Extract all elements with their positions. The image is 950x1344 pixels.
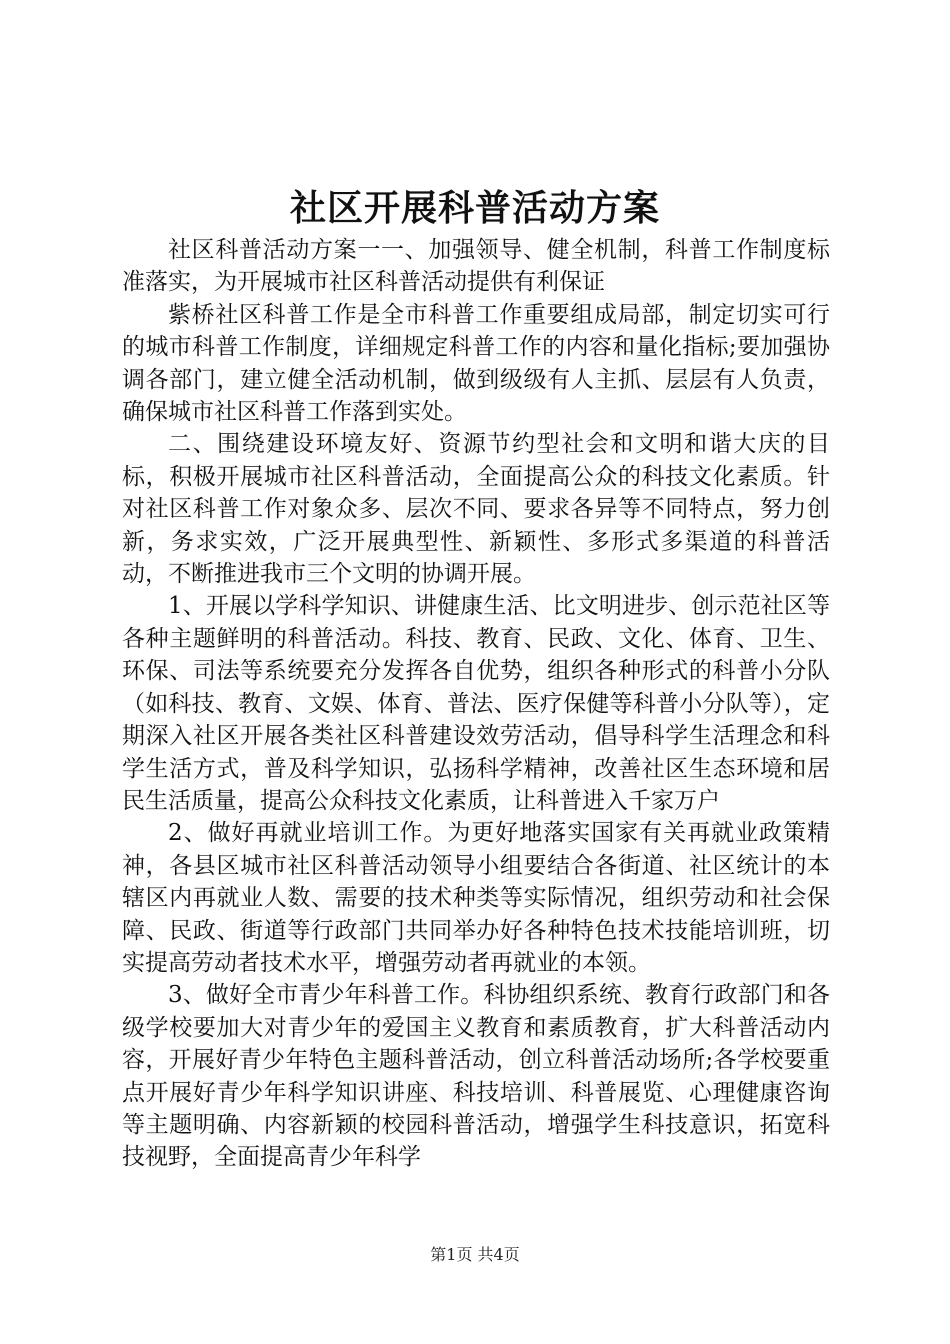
document-body	[122, 234, 830, 1174]
page-number-footer: 第1页 共4页	[430, 1245, 520, 1264]
paragraph: 社区科普活动方案一一、加强领导、健全机制，科普工作制度标准落实，为开展城市社区科普活动提供有利保证	[122, 237, 830, 296]
document-title: 社区开展科普活动方案	[289, 187, 660, 229]
paragraph: 3、做好全市青少年科普工作。科协组织系统、教育行政部门和各级学校要加大对青少年的爱国主义教育和素质教育，扩大科普活动内容，开展好青少年特色主题科普活动，创立科普活动场所;各学校要重点开展好青少年科学知识讲座、科技培训、科普展览、心理健康咨询等主题明确、内容新颖的校园科普活动，增强学生科技意识，拓宽科技视野，全面提高青少年科学	[122, 982, 830, 1171]
paragraph: 2、做好再就业培训工作。为更好地落实国家有关再就业政策精神，各县区城市社区科普活动领导小组要结合各街道、社区统计的本辖区内再就业人数、需要的技术种类等实际情况，组织劳动和社会保障、民政、街道等行政部门共同举办好各种特色技术技能培训班，切实提高劳动者技术水平，增强劳动者再就业的本领。	[122, 820, 830, 976]
paragraph: 紫桥社区科普工作是全市科普工作重要组成局部，制定切实可行的城市科普工作制度，详细规定科普工作的内容和量化指标;要加强协调各部门，建立健全活动机制，做到级级有人主抓、层层有人负责，确保城市社区科普工作落到实处。	[122, 301, 830, 426]
paragraph: 1、开展以学科学知识、讲健康生活、比文明进步、创示范社区等各种主题鲜明的科普活动。科技、教育、民政、文化、体育、卫生、环保、司法等系统要充分发挥各自优势，组织各种形式的科普小分队（如科技、教育、文娱、体育、普法、医疗保健等科普小分队等），定期深入社区开展各类社区科普建设效劳活动，倡导科学生活理念和科学生活方式，普及科学知识，弘扬科学精神，改善社区生态环境和居民生活质量，提高公众科技文化素质，让科普进入千家万户	[122, 593, 830, 814]
paragraph: 二、围绕建设环境友好、资源节约型社会和文明和谐大庆的目标，积极开展城市社区科普活动，全面提高公众的科技文化素质。针对社区科普工作对象众多、层次不同、要求各异等不同特点，努力创新，务求实效，广泛开展典型性、新颖性、多形式多渠道的科普活动，不断推进我市三个文明的协调开展。	[122, 431, 830, 588]
